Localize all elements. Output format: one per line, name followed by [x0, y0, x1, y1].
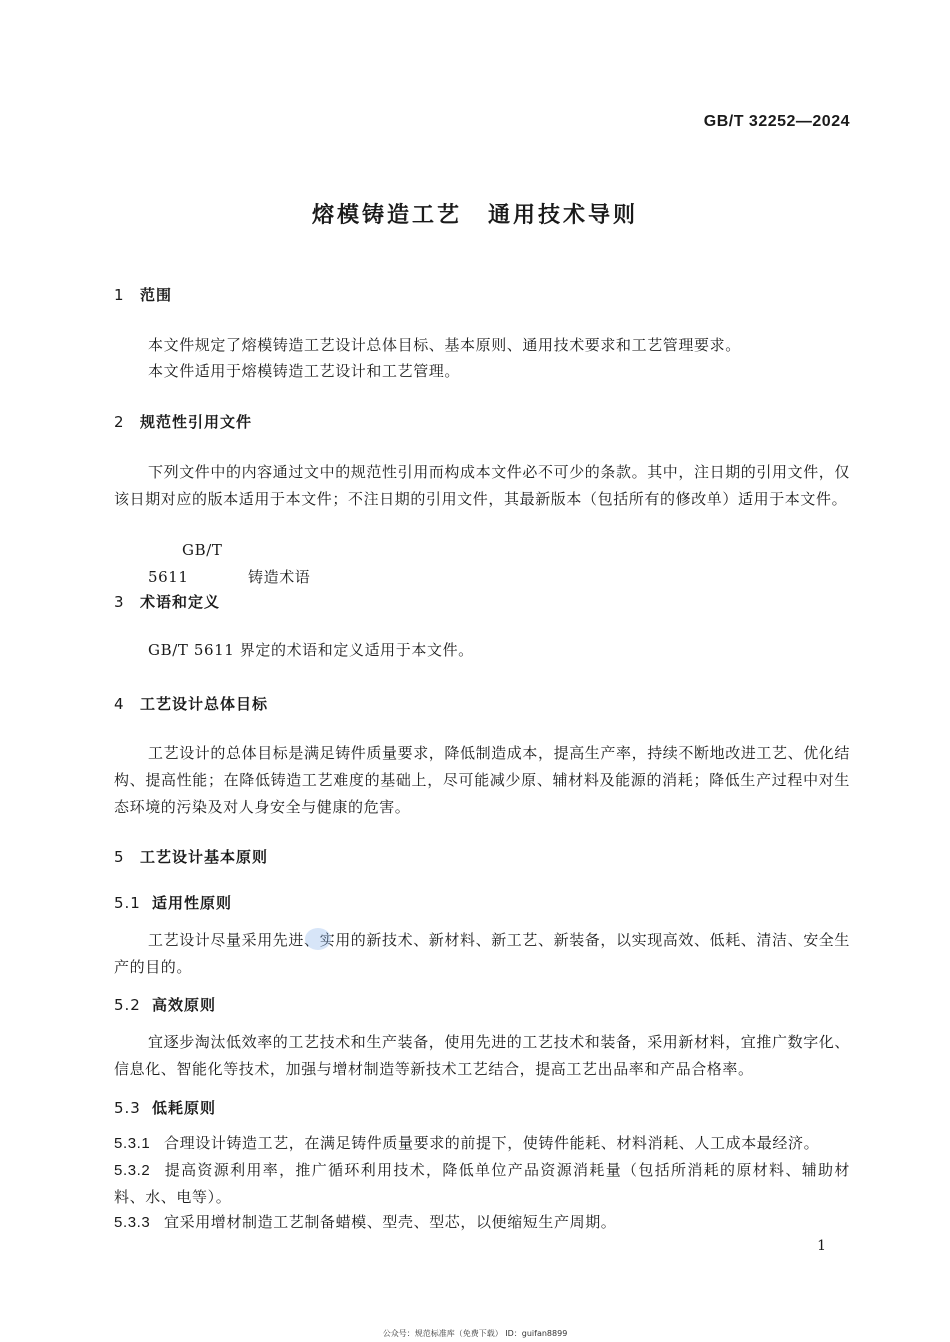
section-1-paragraph-1: 本文件规定了熔模铸造工艺设计总体目标、基本原则、通用技术要求和工艺管理要求。 [148, 336, 741, 354]
reference-code: GB/T 5611 [148, 541, 223, 586]
section-number: 4 [114, 695, 125, 713]
clause-number: 5.3.3 [114, 1214, 151, 1231]
page-number: 1 [817, 1238, 826, 1254]
normative-reference [114, 537, 850, 591]
section-4-paragraph-1: 工艺设计的总体目标是满足铸件质量要求，降低制造成本，提高生产率，持续不断地改进工艺、优化结构、提高性能；在降低铸造工艺难度的基础上，尽可能减少原、辅材料及能源的消耗；降低生产过程中对生态环境的污染及对人身安全与健康的危害。 [114, 744, 851, 816]
section-3-paragraph-1: GB/T 5611 界定的术语和定义适用于本文件。 [148, 641, 474, 659]
section-number: 2 [114, 413, 125, 431]
section-title: 规范性引用文件 [140, 413, 253, 431]
title-part-2: 通用技术导则 [488, 203, 639, 228]
footer-note: 公众号：规范标准库（免费下载） ID：guifan8899 [382, 1329, 568, 1338]
section-title: 工艺设计基本原则 [140, 848, 269, 866]
section-2-heading [114, 411, 252, 432]
section-5-2-heading [114, 994, 216, 1015]
section-title: 术语和定义 [140, 593, 221, 611]
subsection-number: 5.1 [114, 894, 141, 912]
section-2-paragraph-1: 下列文件中的内容通过文中的规范性引用而构成本文件必不可少的条款。其中，注日期的引用文件，仅该日期对应的版本适用于本文件；不注日期的引用文件，其最新版本（包括所有的修改单）适用于本文件。 [114, 463, 851, 508]
clause-5-3-3 [114, 1209, 850, 1236]
title-part-1: 熔模铸造工艺 [311, 203, 462, 228]
section-5-1-paragraph: 工艺设计尽量采用先进、实用的新技术、新材料、新工艺、新装备，以实现高效、低耗、清洁、安全生产的目的。 [114, 931, 851, 976]
subsection-number: 5.3 [114, 1099, 141, 1117]
section-5-3-heading [114, 1097, 216, 1118]
subsection-number: 5.2 [114, 996, 141, 1014]
section-1-heading [114, 284, 172, 305]
clause-5-3-2 [114, 1157, 850, 1211]
subsection-title: 适用性原则 [152, 894, 233, 912]
section-title: 范围 [140, 286, 173, 304]
clause-number: 5.3.2 [114, 1162, 151, 1179]
section-5-1-heading [114, 892, 232, 913]
section-1-paragraph-2: 本文件适用于熔模铸造工艺设计和工艺管理。 [148, 362, 461, 380]
standard-code: GB/T 32252—2024 [703, 113, 850, 130]
clause-text: 宜采用增材制造工艺制备蜡模、型壳、型芯，以便缩短生产周期。 [164, 1213, 617, 1231]
section-number: 5 [114, 848, 125, 866]
section-5-2-paragraph: 宜逐步淘汰低效率的工艺技术和生产装备，使用先进的工艺技术和装备，采用新材料，宜推广数字化、信息化、智能化等技术，加强与增材制造等新技术工艺结合，提高工艺出品率和产品合格率。 [114, 1033, 851, 1078]
section-3-heading [114, 591, 220, 612]
clause-text: 提高资源利用率，推广循环利用技术，降低单位产品资源消耗量（包括所消耗的原材料、辅助材料、水、电等）。 [114, 1161, 850, 1206]
section-4-heading [114, 693, 268, 714]
section-number: 1 [114, 286, 125, 304]
section-title: 工艺设计总体目标 [140, 695, 269, 713]
clause-text: 合理设计铸造工艺，在满足铸件质量要求的前提下，使铸件能耗、材料消耗、人工成本最经济。 [164, 1134, 820, 1152]
clause-number: 5.3.1 [114, 1135, 151, 1152]
section-number: 3 [114, 593, 125, 611]
highlight-mark [305, 928, 331, 950]
subsection-title: 高效原则 [152, 996, 217, 1014]
section-5-heading [114, 846, 268, 867]
clause-5-3-1 [114, 1130, 850, 1157]
reference-title: 铸造术语 [248, 568, 311, 586]
document-title [0, 198, 950, 229]
subsection-title: 低耗原则 [152, 1099, 217, 1117]
